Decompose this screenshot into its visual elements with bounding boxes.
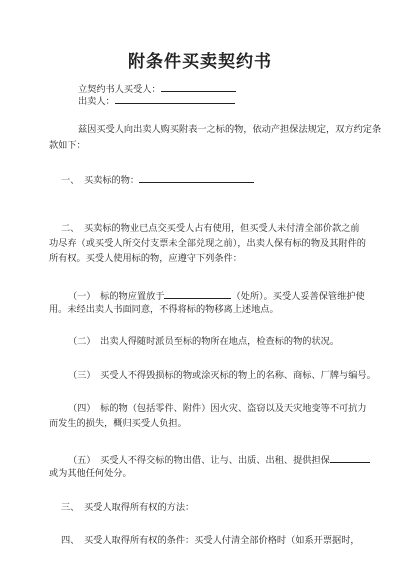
clause-1-line-1	[68, 289, 365, 303]
seller-line	[78, 94, 235, 108]
section-2-line-2: 功尽弃（或买受人所交付支票未全部兑现之前），出卖人保有标的物及其附件的	[49, 238, 366, 249]
clause-1-after: （处所）。买受人妥善保管维护使	[231, 291, 365, 302]
intro-line-1: 兹因买受人向出卖人购买附表一之标的物，依动产担保法规定，双方约定条	[78, 124, 382, 135]
section-1-blank	[139, 173, 254, 183]
clause-5-blank	[330, 453, 370, 463]
document-title: 附条件买卖契约书	[128, 52, 272, 72]
section-4-line: 四、 买受人取得所有权的条件：买受人付清全部价格时（如系开票据时，	[61, 535, 360, 546]
clause-4-line-2: 而发生的损失，概归买受人负担。	[49, 418, 187, 429]
clause-1-blank	[164, 289, 231, 299]
intro-line-2: 款如下：	[49, 140, 86, 151]
section-1-line	[61, 173, 254, 187]
section-3-line: 三、 买受人取得所有权的方法：	[61, 502, 195, 513]
clause-5-text: （五） 买受人不得交标的物出借、让与、出质、出租、提供担保	[68, 455, 330, 466]
clause-1-line-2: 用。未经出卖人书面同意，不得将标的物移离上述地点。	[49, 304, 279, 315]
clause-4-line-1: （四） 标的物（包括零件、附件）因火灾、盗窃以及天灾地变等不可抗力	[68, 403, 367, 414]
clause-3-line: （三） 买受人不得毁损标的物或涂灭标的物上的名称、商标、厂牌与编号。	[68, 370, 376, 381]
clause-5-line-2: 或为其他任何处分。	[49, 468, 132, 479]
clause-5-line-1	[68, 453, 370, 467]
section-1-label: 一、 买卖标的物：	[61, 175, 140, 186]
buyer-label: 立契约书人买受人：	[78, 84, 161, 95]
seller-blank	[115, 94, 235, 104]
section-2-line-3: 所有权。买受人使用标的物，应遵守下列条件：	[49, 253, 242, 264]
clause-2-line: （二） 出卖人得随时派员至标的物所在地点，检查标的物的状况。	[68, 336, 340, 347]
section-2-line-1: 二、 买卖标的物业已点交买受人占有使用，但买受人未付清全部价款之前	[61, 223, 360, 234]
seller-label: 出卖人：	[78, 96, 115, 107]
clause-1-before: （一） 标的物应置放于	[68, 291, 165, 302]
buyer-blank	[161, 82, 236, 92]
